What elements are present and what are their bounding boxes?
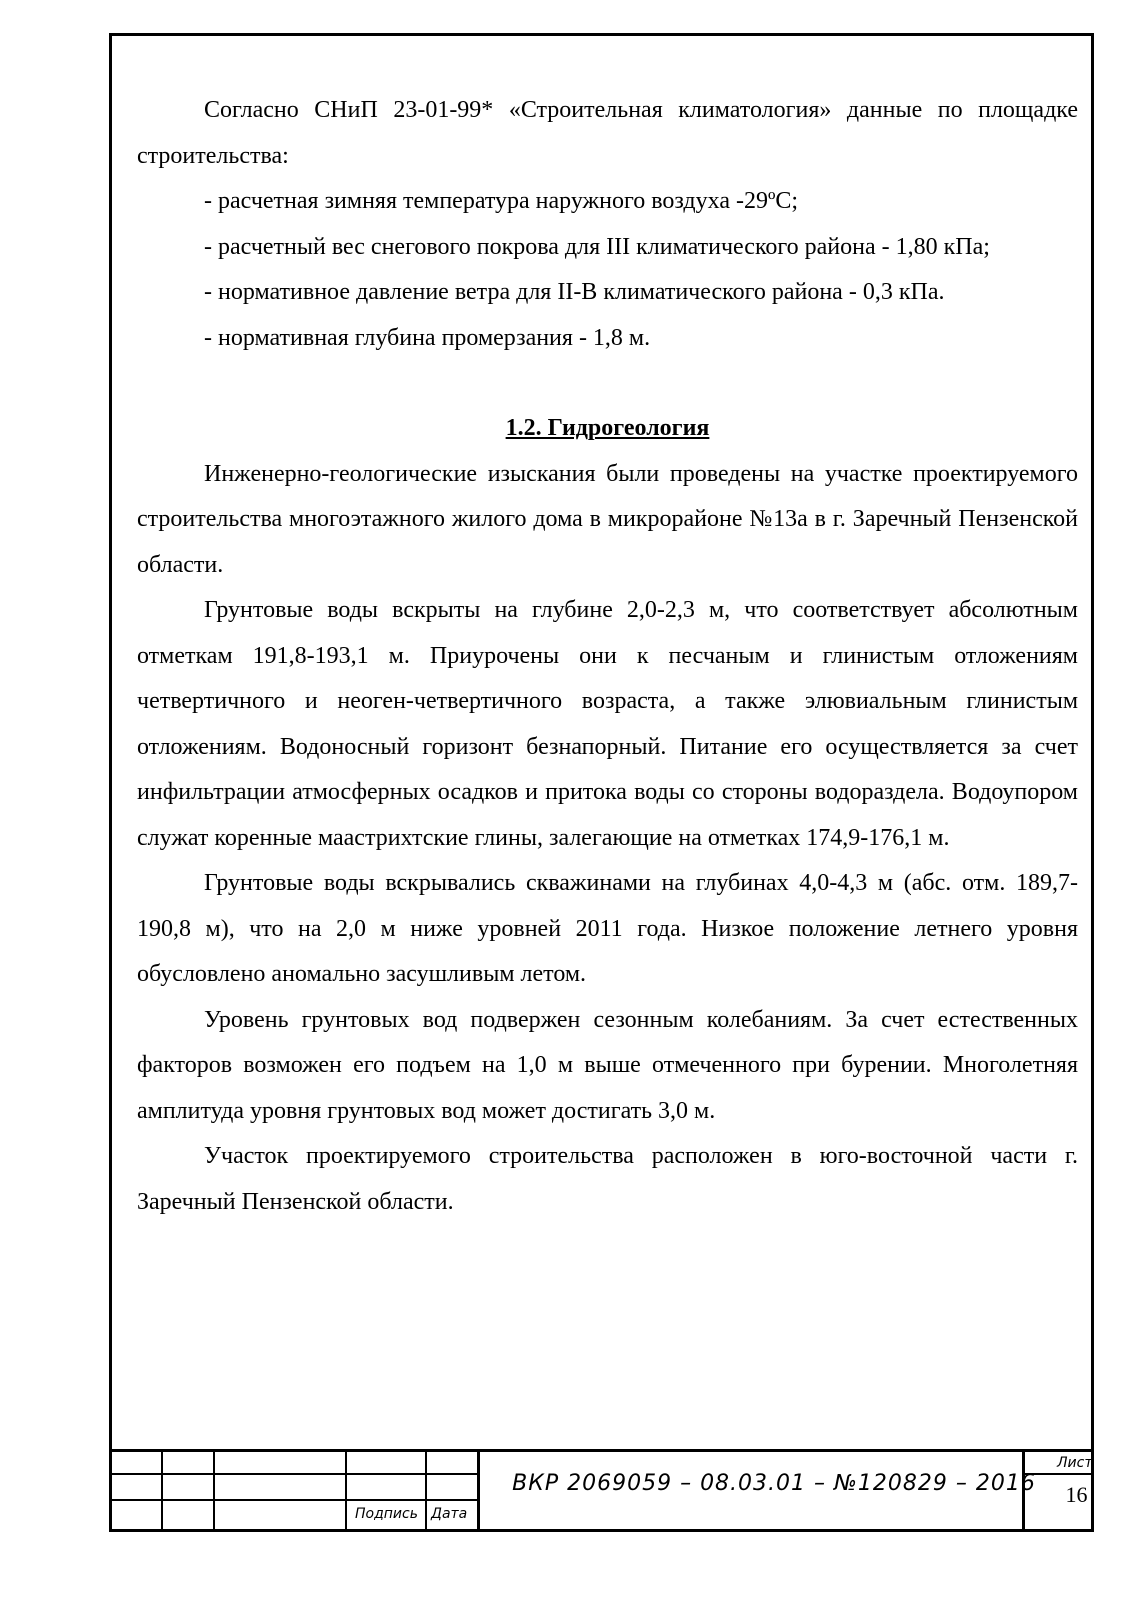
- signature-label: Подпись: [355, 1506, 418, 1522]
- title-block-stamp: [109, 1451, 1094, 1532]
- date-label: Дата: [431, 1506, 468, 1522]
- sheet-label: Лист: [1057, 1455, 1093, 1471]
- stamp-col-line: [477, 1451, 480, 1532]
- stamp-col-line: [161, 1451, 163, 1532]
- climate-item: - расчетная зимняя температура наружного воздуха -29ºС;: [204, 188, 799, 214]
- paragraph: Участок проектируемого строительства расположен в юго-восточной части г. Заречный Пензенской области.: [137, 1143, 1078, 1215]
- stamp-col-line: [213, 1451, 215, 1532]
- stamp-col-line: [345, 1451, 347, 1532]
- stamp-row-line: [109, 1473, 479, 1475]
- paragraph: Инженерно-геологические изыскания были проведены на участке проектируемого строительства многоэтажного жилого дома в микрорайоне №13а в г. Заречный Пензенской области.: [137, 460, 1078, 578]
- paragraph: Грунтовые воды вскрывались скважинами на глубинах 4,0-4,3 м (абс. отм. 189,7-190,8 м), что на 2,0 м ниже уровней 2011 года. Низкое положение летнего уровня обусловлено аномально засушливым летом.: [137, 870, 1078, 987]
- sheet-number: 16: [1065, 1482, 1088, 1507]
- paragraph: Уровень грунтовых вод подвержен сезонным колебаниям. За счет естественных факторов возможен его подъем на 1,0 м выше отмеченного при бурении. Многолетняя амплитуда уровня грунтовых вод может достигать 3,0 м.: [137, 1006, 1078, 1124]
- document-body: [137, 88, 1078, 1225]
- document-code: ВКР 2069059 – 08.03.01 – №120829 – 2016: [512, 1471, 1036, 1496]
- climate-item: - нормативное давление ветра для II-В климатического района - 0,3 кПа.: [204, 279, 945, 305]
- paragraph: Грунтовые воды вскрыты на глубине 2,0-2,3 м, что соответствует абсолютным отметкам 191,8-193,1 м. Приурочены они к песчаным и глинистым отложениям четвертичного и неоген-четвертичного возраста, а также элювиальным глинистым отложениям. Водоносный горизонт безнапорный. Питание его осуществляется за счет инфильтрации атмосферных осадков и притока воды со стороны водораздела. Водоупором служат коренные маастрихтские глины, залегающие на отметках 174,9-176,1 м.: [137, 597, 1078, 851]
- climate-item: - расчетный вес снегового покрова для III климатического района - 1,80 кПа;: [204, 233, 990, 260]
- stamp-row-line: [109, 1499, 479, 1501]
- stamp-top-border: [109, 1449, 1094, 1452]
- intro-paragraph: Согласно СНиП 23-01-99* «Строительная климатология» данные по площадке строительства:: [137, 97, 1078, 169]
- section-heading: 1.2. Гидрогеология: [505, 415, 710, 441]
- stamp-col-line: [425, 1451, 427, 1532]
- climate-item: - нормативная глубина промерзания - 1,8 м.: [204, 324, 651, 351]
